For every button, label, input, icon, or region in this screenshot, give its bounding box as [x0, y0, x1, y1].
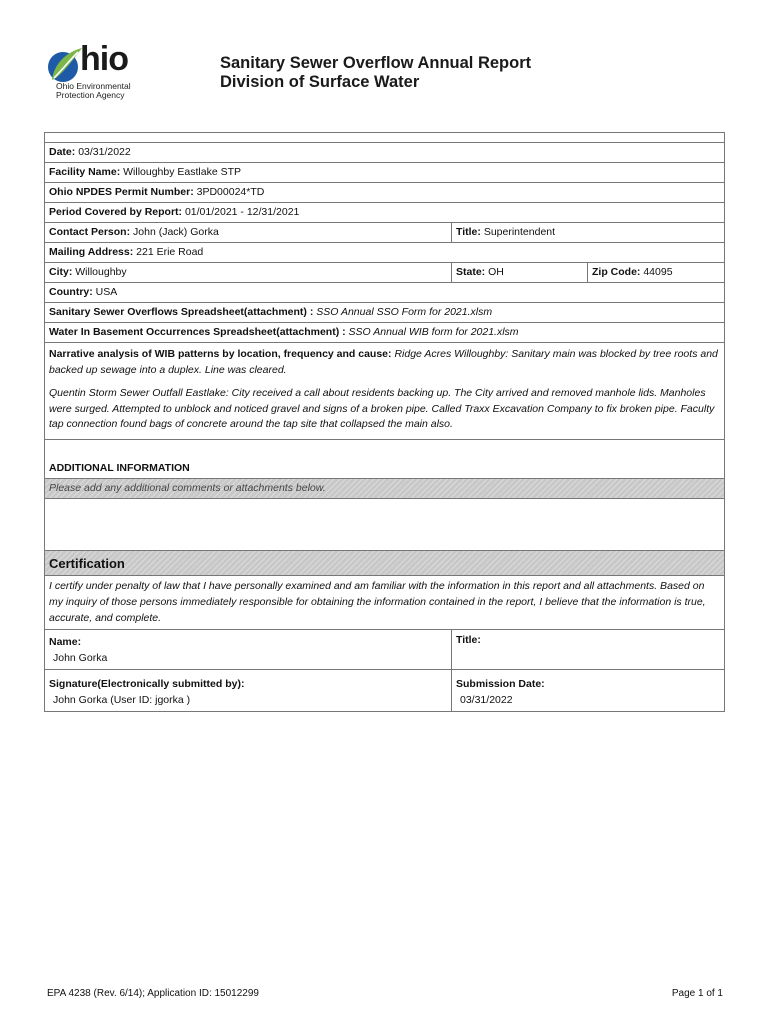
- mailing-label: Mailing Address:: [49, 246, 134, 258]
- contact-title-label: Title:: [456, 226, 481, 238]
- permit-row: [44, 183, 725, 203]
- sso-attachment-row: [44, 303, 725, 323]
- report-title-line2: Division of Surface Water: [220, 73, 420, 91]
- form-top-spacer: [44, 133, 725, 143]
- zip-cell: [587, 263, 724, 282]
- certification-heading: Certification: [49, 555, 125, 571]
- additional-info-prompt-bar: [44, 479, 725, 499]
- submission-date-cell: [451, 670, 724, 711]
- submission-date-value: 03/31/2022: [460, 693, 513, 706]
- signature-row: [44, 670, 725, 712]
- cert-title-label: Title:: [456, 633, 481, 646]
- date-row: [44, 143, 725, 163]
- state-label: State:: [456, 266, 486, 278]
- additional-info-prompt: Please add any additional comments or attachments below.: [49, 481, 326, 494]
- additional-info-heading: ADDITIONAL INFORMATION: [49, 461, 190, 474]
- contact-row: [44, 223, 725, 243]
- mailing-value: 221 Erie Road: [136, 246, 204, 258]
- narrative-p1: Ridge Acres Willoughby: Sanitary main was blocked by tree roots and backed up sewage into a duplex. Line was cleared.: [49, 348, 718, 376]
- mailing-row: [44, 243, 725, 263]
- city-cell: [45, 263, 451, 282]
- additional-info-area[interactable]: [44, 499, 725, 551]
- contact-label: Contact Person:: [49, 226, 131, 238]
- signature-label: Signature(Electronically submitted by):: [49, 677, 245, 690]
- contact-title-value: Superintendent: [483, 226, 556, 238]
- submission-date-label: Submission Date:: [456, 677, 545, 690]
- wib-attachment-link[interactable]: SSO Annual WIB form for 2021.xlsm: [348, 326, 519, 338]
- narrative-row: [44, 343, 725, 440]
- state-value: OH: [488, 266, 504, 278]
- certification-statement: I certify under penalty of law that I have personally examined and am familiar with the information in this report and all attachments. Based on my inquiry of those persons immediately responsible for obtaining the information contained in the report, I believe that the information is true, accurate, and complete.: [44, 576, 725, 630]
- city-value: Willoughby: [75, 266, 127, 278]
- footer-form-id: EPA 4238 (Rev. 6/14); Application ID: 15012299: [47, 988, 259, 999]
- sso-attachment-link[interactable]: SSO Annual SSO Form for 2021.xlsm: [316, 306, 493, 318]
- zip-value: 44095: [643, 266, 673, 278]
- permit-value: 3PD00024*TD: [196, 186, 265, 198]
- name-label: Name:: [49, 635, 82, 648]
- footer-page-number: Page 1 of 1: [671, 988, 723, 999]
- name-title-row: [44, 630, 725, 670]
- certification-bar: [44, 551, 725, 576]
- narrative-p1-block: [49, 347, 720, 378]
- city-row: [44, 263, 725, 283]
- name-value: John Gorka: [53, 651, 108, 664]
- narrative-label: Narrative analysis of WIB patterns by location, frequency and cause:: [49, 348, 392, 360]
- logo-subtitle: [56, 82, 131, 100]
- logo-sub-line2: Protection Agency: [56, 90, 125, 100]
- facility-label: Facility Name:: [49, 166, 121, 178]
- report-title: [220, 54, 531, 92]
- contact-title-cell: [451, 223, 724, 242]
- logo-wordmark: hio: [80, 40, 128, 78]
- country-row: [44, 283, 725, 303]
- date-label: Date:: [49, 146, 76, 158]
- sso-label: Sanitary Sewer Overflows Spreadsheet(attachment) :: [49, 306, 314, 318]
- logo-sub-line1: Ohio Environmental: [56, 81, 131, 91]
- permit-label: Ohio NPDES Permit Number:: [49, 186, 194, 198]
- report-title-line1: Sanitary Sewer Overflow Annual Report: [220, 54, 532, 72]
- cert-title-cell: [451, 630, 724, 669]
- zip-label: Zip Code:: [592, 266, 641, 278]
- ohio-epa-logo: [44, 40, 154, 106]
- facility-row: [44, 163, 725, 183]
- period-value: 01/01/2021 - 12/31/2021: [184, 206, 300, 218]
- signature-cell: [45, 670, 451, 711]
- additional-info-heading-row: [44, 440, 725, 479]
- report-form: [44, 132, 725, 712]
- date-value: 03/31/2022: [78, 146, 131, 158]
- narrative-p2: Quentin Storm Sewer Outfall Eastlake: City received a call about residents backing up. The City arrived and removed manhole lids. Manholes were surged. Attempted to unblock and noticed gravel and signs of a broken pipe. Called Traxx Excavation Company to fix broken pipe. Faculty tap connection found bags of concrete around the tap site that collapsed the main also.: [49, 387, 715, 430]
- wib-label: Water In Basement Occurrences Spreadsheet(attachment) :: [49, 326, 346, 338]
- facility-value: Willoughby Eastlake STP: [123, 166, 242, 178]
- country-value: USA: [95, 286, 118, 298]
- country-label: Country:: [49, 286, 93, 298]
- wib-attachment-row: [44, 323, 725, 343]
- signature-value: John Gorka (User ID: jgorka ): [53, 693, 191, 706]
- ohio-leaf-icon: [44, 46, 84, 86]
- contact-cell: [45, 223, 451, 242]
- name-cell: [45, 630, 451, 669]
- state-cell: [451, 263, 587, 282]
- period-label: Period Covered by Report:: [49, 206, 183, 218]
- contact-value: John (Jack) Gorka: [133, 226, 219, 238]
- city-label: City:: [49, 266, 73, 278]
- period-row: [44, 203, 725, 223]
